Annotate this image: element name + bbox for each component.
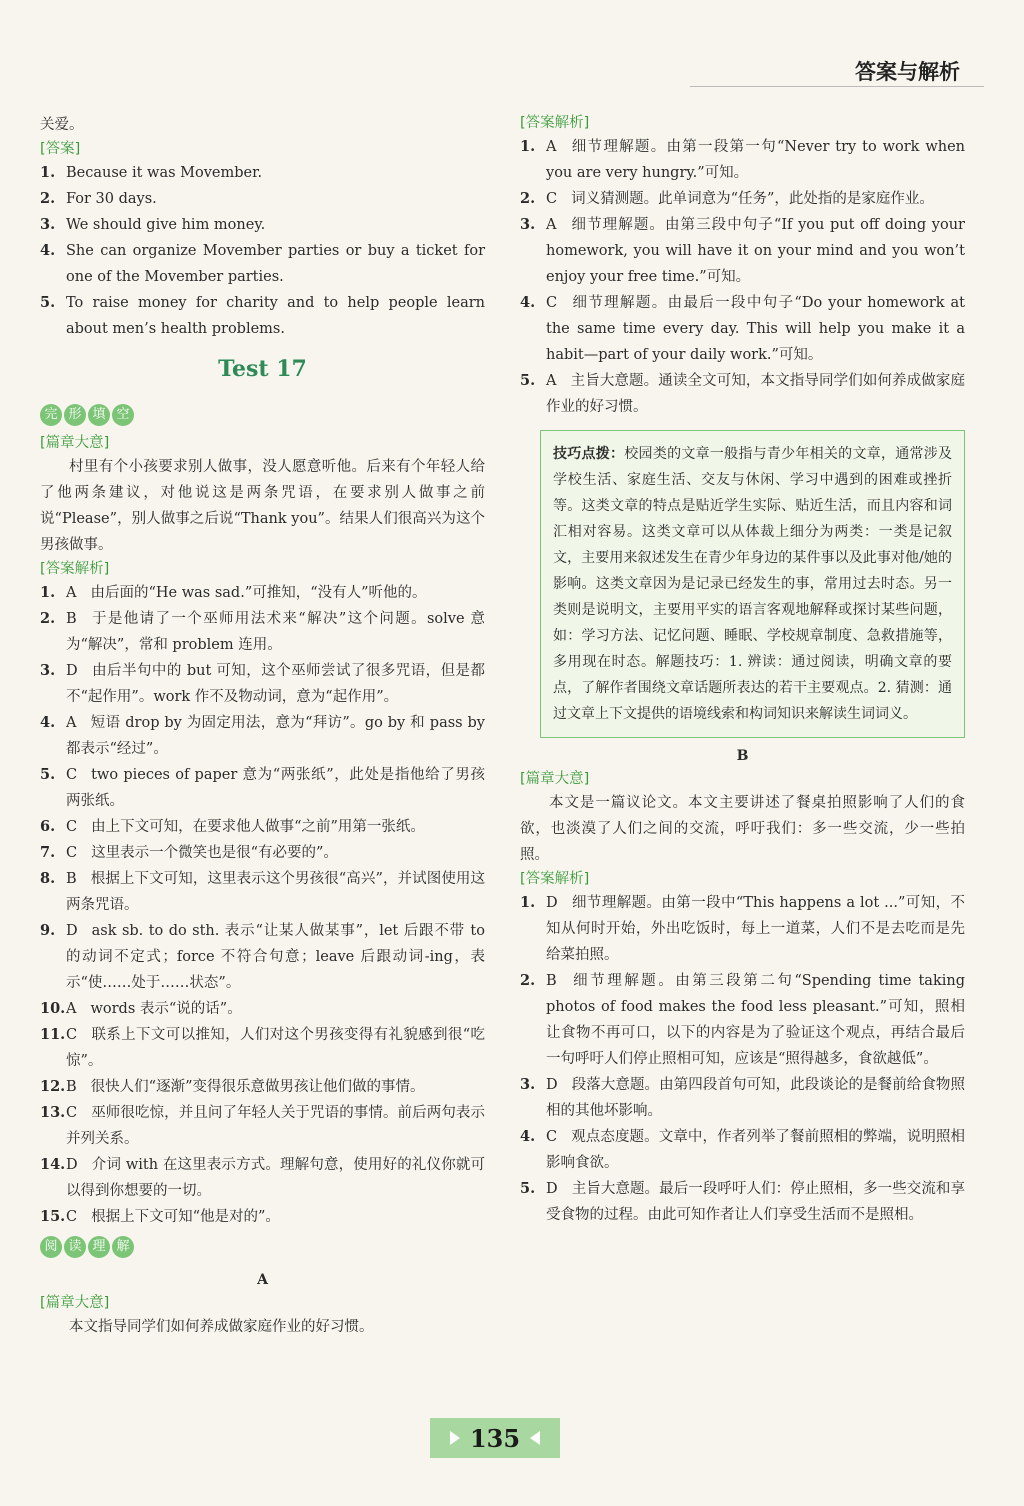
item-number: 11. [40,1026,66,1043]
list-item [40,1152,485,1204]
item-number: 1. [520,894,536,911]
item-text: 观点态度题。文章中，作者列举了餐前照相的弊端，说明照相影响食欲。 [546,1129,965,1171]
list-item [40,580,485,606]
reading-section-badge [40,1236,134,1258]
item-letter: C [546,295,558,311]
item-number: 2. [520,972,536,989]
item-number: 10. [40,1000,66,1017]
item-body [66,606,485,658]
list-item [40,840,485,866]
item-letter: A [546,139,557,155]
item-text: 细节理解题。由第三段中句子“If you put off doing your homework, you will have it on your mind and you won’t enjoy your free time.”可知。 [546,217,965,285]
item-text: Because it was Movember. [66,165,263,181]
item-number: 5. [40,294,56,311]
item-letter: C [66,1209,78,1225]
item-letter: A [66,585,77,601]
badge-char: 理 [88,1236,110,1258]
item-body [546,1072,965,1124]
item-text: 细节理解题。由第一段中“This happens a lot ...”可知，不知从何时开始，外出吃饭时，每上一道菜，人们不是去吃而是先给菜拍照。 [546,895,965,963]
item-text: For 30 days. [66,191,157,207]
item-text: 巫师很吃惊，并且问了年轻人关于咒语的事情。前后两句表示并列关系。 [66,1105,485,1147]
a-answer-list [520,134,965,420]
item-number: 5. [520,1180,536,1197]
item-body [66,238,485,290]
item-number: 2. [40,190,56,207]
item-text: 细节理解题。由第一段第一句“Never try to work when you are very hungry.”可知。 [546,139,965,181]
item-text: 介词 with 在这里表示方式。理解句意，使用好的礼仪你就可以得到你想要的一切。 [66,1157,485,1199]
item-number: 2. [520,190,536,207]
list-item [520,368,965,420]
b-analysis-tag: [ 答案解析 ] [520,868,589,890]
list-item [40,212,485,238]
list-item [520,968,965,1072]
summary-tag: [ 篇章大意 ] [40,432,109,454]
item-number: 3. [40,662,56,679]
item-body [546,968,965,1072]
section-a-label: A [257,1272,268,1288]
item-text: 根据上下文可知“他是对的”。 [91,1209,280,1225]
a-summary-text: 本文指导同学们如何养成做家庭作业的好习惯。 [69,1319,374,1335]
item-body [66,1100,485,1152]
badge-char: 形 [64,404,86,426]
item-text: 由上下文可知，在要求他人做事“之前”用第一张纸。 [91,819,425,835]
tip-box [540,430,965,738]
list-item [520,290,965,368]
item-letter: B [66,871,77,887]
list-item [40,160,485,186]
answer-list [40,160,485,342]
item-number: 5. [520,372,536,389]
item-number: 4. [520,1128,536,1145]
item-text: 词义猜测题。此单词意为“任务”，此处指的是家庭作业。 [571,191,934,207]
item-number: 8. [40,870,56,887]
page-number-box [430,1418,560,1458]
item-letter: C [546,191,558,207]
item-body [546,368,965,420]
a-summary-tag: [ 篇章大意 ] [40,1292,109,1314]
item-number: 1. [40,584,56,601]
list-item [40,238,485,290]
header-divider [690,86,984,87]
badge-char: 解 [112,1236,134,1258]
item-number: 9. [40,922,56,939]
badge-char: 填 [88,404,110,426]
summary-text: 村里有个小孩要求别人做事，没人愿意听他。后来有个年轻人给了他两条建议，对他说这是两条咒语，在要求别人做事之前说“Please”，别人做事之后说“Thank you”。结果人们很高兴为这个男孩做事。 [40,459,485,553]
item-body [546,1176,965,1228]
item-letter: C [66,845,78,861]
item-letter: D [546,1181,558,1197]
item-text: 由后半句中的 but 可知，这个巫师尝试了很多咒语，但是都不“起作用”。work 作不及物动词，意为“起作用”。 [66,663,485,705]
arrow-right-icon [450,1431,460,1445]
item-body [66,814,485,840]
item-text: 于是他请了一个巫师用法术来“解决”这个问题。solve 意为“解决”，常和 problem 连用。 [66,611,485,653]
item-number: 12. [40,1078,66,1095]
item-body [66,918,485,996]
list-item [520,212,965,290]
badge-char: 空 [112,404,134,426]
item-letter: C [66,767,78,783]
list-item [40,866,485,918]
intro-line: 关爱。 [40,117,84,133]
list-item [520,134,965,186]
item-letter: D [546,1077,558,1093]
item-letter: D [66,923,78,939]
item-letter: C [546,1129,558,1145]
item-text: 段落大意题。由第四段首句可知，此段谈论的是餐前给食物照相的其他坏影响。 [546,1077,965,1119]
item-body [66,1152,485,1204]
test-title: Test 17 [218,356,307,382]
list-item [40,186,485,212]
item-number: 13. [40,1104,66,1121]
item-number: 2. [40,610,56,627]
item-letter: A [66,1001,77,1017]
item-body [66,840,485,866]
section-b-label: B [736,748,749,764]
item-body [546,212,965,290]
list-item [40,606,485,658]
item-body [66,290,485,342]
list-item [40,1074,485,1100]
list-item [40,658,485,710]
item-body [546,890,965,968]
cloze-answer-list [40,580,485,1230]
list-item [520,1124,965,1176]
item-text: 短语 drop by 为固定用法，意为“拜访”。go by 和 pass by 都表示“经过”。 [66,715,485,757]
item-number: 1. [40,164,56,181]
left-column [40,112,485,1340]
item-text: 主旨大意题。最后一段呼吁人们：停止照相，多一些交流和享受食物的过程。由此可知作者让人们享受生活而不是照相。 [546,1181,965,1223]
item-number: 5. [40,766,56,783]
item-text: 由后面的“He was sad.”可推知，“没有人”听他的。 [90,585,427,601]
list-item [520,890,965,968]
list-item [520,1176,965,1228]
b-answer-list [520,890,965,1228]
item-text: 这里表示一个微笑也是很“有必要的”。 [91,845,338,861]
list-item [40,1204,485,1230]
item-text: To raise money for charity and to help people learn about men’s health problems. [66,295,485,337]
item-letter: D [66,1157,78,1173]
item-body [66,212,485,238]
item-body [66,866,485,918]
badge-char: 阅 [40,1236,62,1258]
item-number: 1. [520,138,536,155]
item-text: 很快人们“逐渐”变得很乐意做男孩让他们做的事情。 [90,1079,425,1095]
item-number: 3. [40,216,56,233]
item-text: words 表示“说的话”。 [90,1001,242,1017]
list-item [520,186,965,212]
b-summary-tag: [ 篇章大意 ] [520,768,589,790]
item-letter: A [66,715,77,731]
list-item [40,762,485,814]
list-item [40,996,485,1022]
list-item [40,814,485,840]
item-number: 4. [40,242,56,259]
item-body [66,1022,485,1074]
b-summary-text: 本文是一篇议论文。本文主要讲述了餐桌拍照影响了人们的食欲，也淡漠了人们之间的交流，呼吁我们：多一些交流，少一些拍照。 [520,795,965,863]
item-letter: A [546,217,557,233]
item-body [66,580,485,606]
item-number: 7. [40,844,56,861]
item-body [546,1124,965,1176]
item-number: 14. [40,1156,66,1173]
item-text: 细节理解题。由第三段第二句“Spending time taking photos of food makes the food less pleasant.”可知，照相让食物不再可口，以下的内容是为了验证这个观点，再结合最后一句呼吁人们停止照相可知，应该是“照得越多，食欲越低”。 [546,973,965,1067]
item-text: ask sb. to do sth. 表示“让某人做某事”，let 后跟不带 to 的动词不定式；force 不符合句意；leave 后跟动词-ing，表示“使……处于……状态”。 [66,923,485,991]
item-body [546,186,965,212]
badge-char: 完 [40,404,62,426]
item-letter: A [546,373,557,389]
header-title: 答案与解析 [855,60,960,84]
tip-text: 校园类的文章一般指与青少年相关的文章，通常涉及学校生活、家庭生活、交友与休闲、学习中遇到的困难或挫折等。这类文章的特点是贴近学生实际、贴近生活，而且内容和词汇相对容易。这类文章可以从体裁上细分为两类：一类是记叙文，主要用来叙述发生在青少年身边的某件事以及此事对他/她的影响。这类文章因为是记录已经发生的事，常用过去时态。另一类则是说明文，主要用平实的语言客观地解释或探讨某些问题，如：学习方法、记忆问题、睡眠、学校规章制度、急救措施等，多用现在时态。解题技巧：1. 辨读：通过阅读，明确文章的要点，了解作者围绕文章话题所表达的若干主要观点。2. 猜测：通过文章上下文提供的语境线索和构词知识来解读生词词义。 [553,446,952,722]
item-body [66,658,485,710]
item-body [546,290,965,368]
item-body [66,762,485,814]
item-number: 6. [40,818,56,835]
right-analysis-tag: [ 答案解析 ] [520,112,589,134]
item-letter: B [66,611,77,627]
list-item [40,290,485,342]
item-text: 细节理解题。由最后一段中句子“Do your homework at the same time every day. This will help you make it a habit—part of your daily work.”可知。 [546,295,965,363]
item-body [546,134,965,186]
list-item [40,918,485,996]
item-body [66,710,485,762]
item-letter: D [66,663,78,679]
item-body [66,996,485,1022]
item-text: 主旨大意题。通读全文可知，本文指导同学们如何养成做家庭作业的好习惯。 [546,373,965,415]
item-number: 4. [40,714,56,731]
item-number: 3. [520,216,536,233]
item-text: We should give him money. [66,217,266,233]
item-letter: B [66,1079,77,1095]
right-column [520,112,965,1228]
item-number: 15. [40,1208,66,1225]
item-letter: B [546,973,557,989]
item-body [66,1204,485,1230]
item-letter: C [66,1105,78,1121]
item-text: She can organize Movember parties or buy a ticket for one of the Movember parties. [66,243,485,285]
item-body [66,160,485,186]
item-body [66,186,485,212]
arrow-left-icon [530,1431,540,1445]
analysis-tag: [ 答案解析 ] [40,558,109,580]
tip-label: 技巧点拨： [553,446,625,462]
list-item [520,1072,965,1124]
list-item [40,1022,485,1074]
item-letter: C [66,819,78,835]
page-number: 135 [469,1423,521,1453]
item-body [66,1074,485,1100]
item-text: 联系上下文可以推知，人们对这个男孩变得有礼貌感到很“吃惊”。 [66,1027,485,1069]
item-text: two pieces of paper 意为“两张纸”，此处是指他给了男孩两张纸。 [66,767,485,809]
item-letter: D [546,895,558,911]
item-text: 根据上下文可知，这里表示这个男孩很“高兴”，并试图使用这两条咒语。 [66,871,485,913]
item-letter: C [66,1027,78,1043]
badge-char: 读 [64,1236,86,1258]
list-item [40,710,485,762]
list-item [40,1100,485,1152]
answer-tag: [ 答案 ] [40,138,80,160]
cloze-section-badge [40,404,134,426]
item-number: 4. [520,294,536,311]
item-number: 3. [520,1076,536,1093]
